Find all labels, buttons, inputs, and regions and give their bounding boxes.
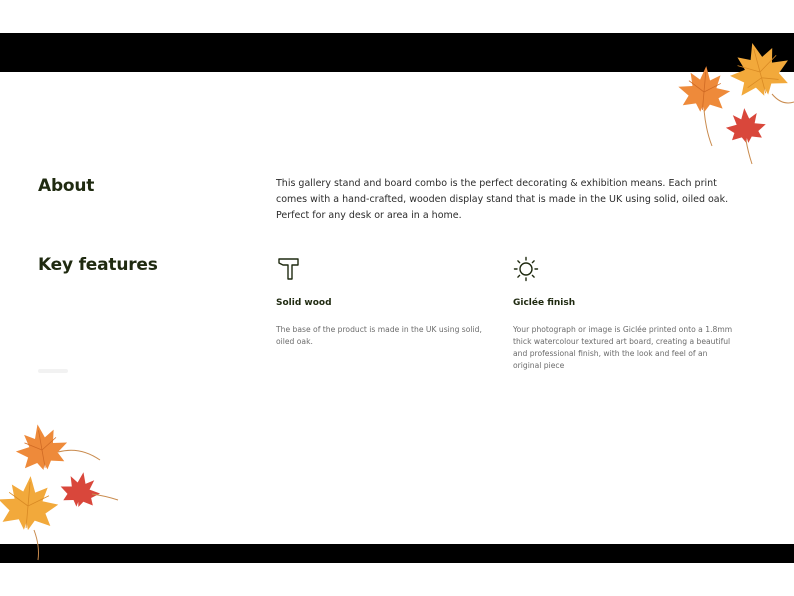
feature-title: Solid wood (276, 298, 332, 308)
faint-divider (38, 369, 68, 373)
feature-solid-wood (276, 256, 496, 348)
feature-title: Giclée finish (513, 298, 576, 308)
maple-leaves-top-right-decoration (670, 36, 794, 166)
key-features-heading: Key features (38, 255, 158, 275)
sun-icon (513, 256, 539, 282)
maple-leaves-bottom-left-decoration (0, 420, 124, 562)
feature-description: Your photograph or image is Giclée printed onto a 1.8mm thick watercolour textured art board, creating a beautiful and professional finish, with the look and feel of an original piece (513, 325, 733, 370)
about-heading: About (38, 176, 95, 196)
about-description: This gallery stand and board combo is the perfect decorating & exhibition means. Each print comes with a hand-crafted, wooden display stand that is made in the UK using solid, oiled oak. Perfect for any desk or area in a home. (276, 178, 729, 221)
hammer-icon (276, 256, 302, 282)
feature-giclee-finish (513, 256, 733, 372)
feature-description: The base of the product is made in the UK using solid, oiled oak. (276, 325, 482, 346)
